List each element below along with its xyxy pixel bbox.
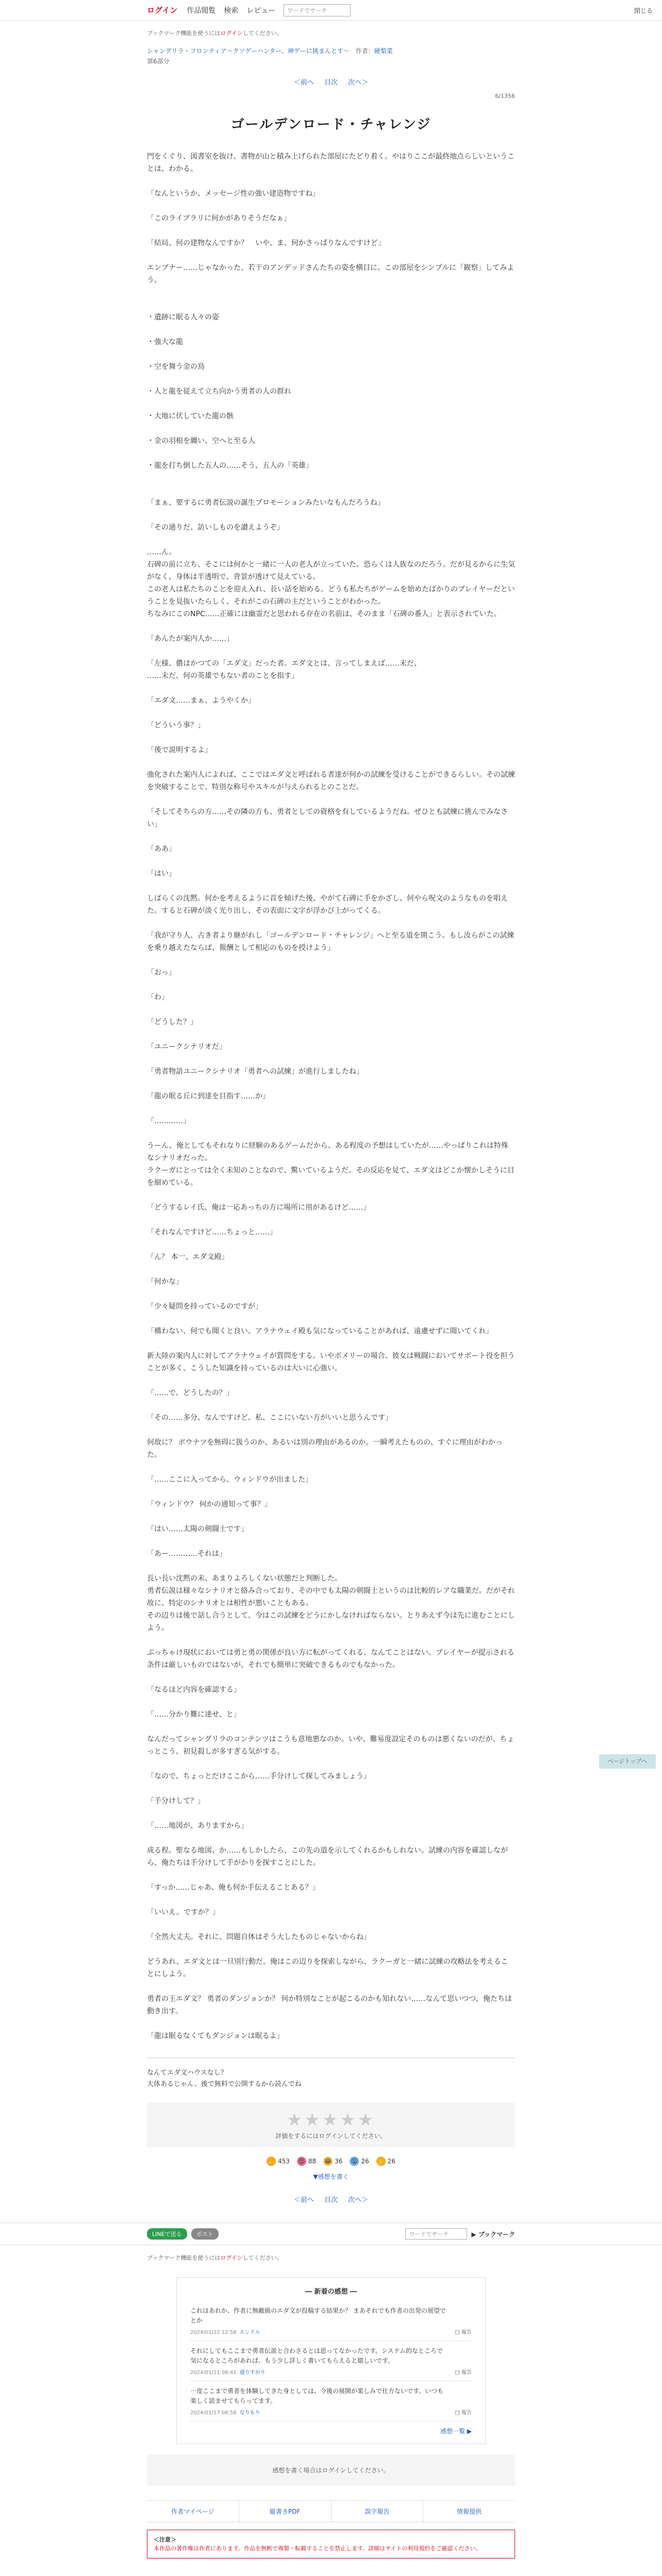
chapter-number: 第6部分	[147, 58, 170, 65]
blank-line	[147, 1337, 515, 1350]
body-paragraph: 「このライブラリに何かがありそうだなぁ」	[147, 214, 291, 223]
body-paragraph: ・大地に伏していた龍の骸	[147, 412, 234, 420]
blank-line	[147, 1696, 515, 1708]
body-paragraph: 「…………」	[147, 1117, 190, 1125]
blank-line	[147, 1535, 515, 1548]
body-paragraph: 成る程。聖なる地図、か……もしかしたら、この先の道を示してくれるかもしれない。試練の内容を確認しながら、俺たちは手分けして手がかりを探すことにした。	[147, 1846, 508, 1867]
caution-text: 本作品の著作権は作者にあります。作品を無断で複製・転載することを禁止します。詳細はサイトの利用規約をご確認ください。	[154, 2545, 482, 2552]
line-share-button[interactable]: LINEで送る	[147, 2228, 187, 2240]
blank-line	[147, 1399, 515, 1412]
comment-text: これはあれか、作者に無敵級のエダ文が投稿する結果か？ まあそれでも作者の出発の展望でとか	[190, 2307, 446, 2324]
comment-author-link[interactable]: 通りすがり	[239, 2370, 266, 2376]
body-paragraph: 「なるほど内容を確認する」	[147, 1686, 241, 1694]
comment-meta	[190, 2328, 472, 2335]
reaction-button[interactable]	[323, 2157, 342, 2166]
comments-heading: ― 新着の感想 ―	[305, 2288, 357, 2296]
comment-report-link[interactable]: □ 報告	[455, 2410, 472, 2416]
reaction-emoji-icon: 👍	[267, 2158, 275, 2165]
info-link[interactable]: 情報提供	[457, 2508, 482, 2515]
body-paragraph: どうあれ、エダ文とは一旦別行動だ。俺はこの辺りを探索しながら、ラクーガと一緒に試練の攻略法を考えることにしよう。	[147, 1958, 508, 1978]
page-number: 6/1356	[495, 93, 515, 99]
prev-link[interactable]: ＜前へ	[293, 79, 314, 87]
toc-link-bottom[interactable]: 目次	[324, 2196, 338, 2204]
chapter-body	[147, 150, 515, 2042]
body-paragraph: 勇者伝説は様々なシナリオと絡み合っており、その中でも太陽の剣闘士というのは比較的レアな職業だ。だがそれ故に、特定のシナリオとは相性が悪いこともある。	[147, 1587, 515, 1607]
post-share-button[interactable]: ポスト	[191, 2228, 219, 2240]
next-link[interactable]: 次へ＞	[348, 79, 369, 87]
body-paragraph: 強化された案内人によれば、ここではエダ文と呼ばれる者達が何かの試練を受けることができるらしい。その試練を突破することで、特別な称号やスキルが与えられるとのことだ。	[147, 771, 515, 791]
body-paragraph: 「その……多分、なんですけど。私、ここにいない方がいいと思うんです」	[147, 1414, 392, 1422]
rating-box	[147, 2103, 515, 2147]
bookmark-notice-bottom: ブックマーク機能を使うにはログインしてください。	[147, 2255, 283, 2261]
blank-line	[147, 1919, 515, 1931]
footer-links	[147, 2500, 515, 2522]
blank-line	[147, 917, 515, 929]
body-paragraph: 「結局、何の建物なんですか？ いや、ま、何かさっぱりなんですけど」	[147, 239, 385, 247]
reaction-button[interactable]	[350, 2157, 369, 2166]
header-search-input[interactable]: ワードでサーチ	[284, 4, 351, 16]
blank-line	[147, 1127, 515, 1140]
comments-more-link[interactable]: 感想一覧 ▶	[440, 2428, 472, 2435]
body-paragraph: 石碑の前に立ち、そこには何かと一緒に一人の老人が立っていた。恐らくは人族なのだろう。だが見るからに生気がなく、身体は半透明で、背景が透けて見えている。	[147, 561, 515, 581]
body-paragraph: しばらくの沈黙。何かを考えるように首を傾げた後、やがて石碑に手をかざし、何やら呪文のようなものを唱えた。すると石碑が淡く光り出し、その表面に文字が浮かび上がってくる。	[147, 894, 508, 915]
body-paragraph: ・遺跡に眠る人々の姿	[147, 313, 219, 321]
body-paragraph: 門をくぐり、図書室を抜け、書物が山と積み上げられた部屋にたどり着く。やはりここが最終地点らしいということは、わかる。	[147, 152, 515, 173]
body-paragraph: 「どうした？」	[147, 1018, 197, 1026]
blank-line	[147, 484, 515, 497]
body-paragraph: ・強大な龍	[147, 338, 183, 346]
blank-line	[147, 534, 515, 546]
blank-line	[147, 1721, 515, 1733]
bookmark-notice: ブックマーク機能を使うにはログインしてください。	[147, 30, 283, 37]
blank-line	[147, 1560, 515, 1572]
blank-line	[147, 175, 515, 188]
blank-line	[147, 1511, 515, 1523]
comment-report-link[interactable]: □ 報告	[455, 2370, 472, 2376]
body-paragraph: ・空を舞う金の鳥	[147, 363, 205, 371]
body-paragraph: 「我が守り人、古き者より継がれし「ゴールデンロード・チャレンジ」へと至る道を開こう。もし汝らがこの試練を乗り越えたならば、報酬として相応のものを授けよう」	[147, 931, 515, 952]
body-paragraph: 「はい……太陽の剣闘士です」	[147, 1525, 248, 1533]
body-paragraph: 「勇者物語ユニークシナリオ「勇者への試練」が進行しましたね」	[147, 1067, 363, 1076]
reaction-emoji-icon: 😮	[350, 2157, 359, 2166]
body-paragraph: この老人は私たちのことを迎え入れ、長い話を始める。どうも私たちがゲームを始めたばかりのプレイヤーだということを見抜いたらしく、それがこの石碑の主だということがわかった。	[147, 585, 515, 606]
rating-note: 評価をするにはログインしてください。	[275, 2132, 387, 2140]
body-paragraph: 「……分かり難に達せ、と」	[147, 1710, 241, 1719]
blank-line	[147, 1313, 515, 1325]
body-paragraph: 「おっ」	[147, 969, 176, 977]
recent-comments	[176, 2277, 486, 2444]
comment-meta	[190, 2408, 472, 2416]
body-paragraph: 「なので、ちょっとだけここから……手分けして探してみましょう」	[147, 1772, 371, 1781]
reaction-button[interactable]	[376, 2157, 395, 2166]
bottom-search-input[interactable]: ワードでサーチ	[405, 2228, 467, 2240]
body-paragraph: 「……で、どうしたの？」	[147, 1389, 234, 1397]
caution-box	[147, 2530, 515, 2558]
reaction-emoji-icon: 😍	[297, 2157, 306, 2166]
blank-line	[147, 249, 515, 262]
breadcrumb	[147, 46, 515, 56]
blank-line	[147, 1758, 515, 1770]
body-paragraph: 「どうするレイ氏、俺は一応あっちの方に場所に用があるけど……」	[147, 1204, 371, 1212]
blank-line	[147, 1078, 515, 1090]
write-review-link[interactable]: ▼感想を書く	[313, 2173, 349, 2180]
reaction-count: 36	[335, 2158, 343, 2165]
body-paragraph: 「あんたが案内人か……」	[147, 635, 234, 643]
body-paragraph: ・龍を打ち倒した五人の……そう、五人の「英雄」	[147, 462, 313, 470]
author-mypage-link[interactable]: 作者マイページ	[147, 2501, 239, 2522]
typo-report-link[interactable]: 誤字報告	[332, 2501, 424, 2522]
blank-line	[147, 299, 515, 311]
comment-item	[190, 2341, 472, 2381]
blank-line	[147, 447, 515, 460]
report-icon: □	[455, 2370, 460, 2376]
reaction-emoji-icon: 👏	[377, 2158, 385, 2165]
blank-line	[147, 1004, 515, 1016]
author-label: 作者：	[355, 47, 374, 55]
comment-date: 2024/01/21 08:41	[190, 2370, 237, 2376]
blank-line	[147, 1832, 515, 1844]
blank-line	[147, 1189, 515, 1201]
blank-line	[147, 1288, 515, 1300]
body-paragraph: 「どういう事？」	[147, 721, 205, 730]
blank-line	[147, 472, 515, 484]
rating-stars[interactable]: ★★★★★	[286, 2110, 376, 2130]
blank-line	[147, 1263, 515, 1276]
reaction-count: 26	[387, 2158, 396, 2165]
body-paragraph: 「エダ文……まぁ、ようやくか」	[147, 697, 255, 705]
body-paragraph: 長い長い沈黙の末、あまりよろしくない状態だと判断した。	[147, 1574, 342, 1583]
pager-top	[147, 77, 515, 87]
blank-line	[147, 1028, 515, 1041]
body-paragraph: 「そしてそちらの方……その隣の方も、勇者としての資格を有しているようだね。ぜひとも試練に挑んでみなさい」	[147, 808, 508, 828]
body-paragraph: 「少々疑問を持っているのですが」	[147, 1302, 262, 1311]
body-paragraph: 「ああ」	[147, 845, 176, 853]
body-paragraph: その辺りは後で話し合うとして、今はこの試練をどうにかしなければならない。とりあえず今は先に進むことにしよう。	[147, 1612, 515, 1632]
body-paragraph: なんだってシャングリラのコンテンツはこうも意地悪なのか。いや、難易度設定そのものは悪くないのだが、ちょっとこう、初見殺しが多すぎる気がする。	[147, 1735, 515, 1756]
body-paragraph: 「ユニークシナリオだ」	[147, 1043, 226, 1051]
blank-line	[147, 855, 515, 868]
nav-browse[interactable]: 作品閲覧	[187, 6, 216, 15]
bottom-bar	[0, 2223, 662, 2245]
body-paragraph: 「龍の眠る丘に到達を目指す……か」	[147, 1092, 270, 1100]
notice-login-link-bottom[interactable]: ログイン	[220, 2255, 243, 2261]
body-paragraph: 「ウィンドウ？ 何かの通知って事？」	[147, 1500, 272, 1509]
body-paragraph: 「何かな」	[147, 1278, 183, 1286]
body-paragraph: ……未だ、何の英雄でもない者のことを指す」	[147, 672, 299, 680]
body-paragraph: ちなみにこのNPC……正確には幽霊だと思われる存在の名前は、そのまま「石碑の番人」と表示されていた。	[147, 610, 501, 618]
comment-date: 2024/01/17 08:58	[190, 2410, 237, 2416]
comment-text: それにしてもここまで勇者伝説と合わさるとは思ってなかったです。システム的なところで気になるところがあれば、もう少し詳しく書いてもらえると嬉しいです。	[190, 2347, 443, 2364]
comment-meta	[190, 2368, 472, 2376]
blank-line	[147, 225, 515, 237]
body-paragraph: 何故に？ ボウナツを無碍に扱うのか、あるいは別の理由があるのか。一瞬考えたものの、すぐに理由がわかった。	[147, 1438, 503, 1459]
toc-link[interactable]: 目次	[324, 79, 338, 87]
pager-bottom	[147, 2194, 515, 2204]
body-paragraph: 「なんというか、メッセージ性の強い建造物ですね」	[147, 190, 320, 198]
body-paragraph: ぶっちゃけ現状においては勇と勇の関係が良い方に転がってくれる、なんてことはない。プレイヤーが提示される条件は厳しいものではないが、それでも簡単に突破できるものでもなかった。	[147, 1649, 515, 1669]
blank-line	[147, 1103, 515, 1115]
blank-line	[147, 645, 515, 657]
body-paragraph: エンブナー……じゃなかった、若干のアンデッドさんたちの姿を横目に、この部屋をシンプルに「観察」してみよう。	[147, 264, 515, 284]
caution-title: ＜注意＞	[154, 2536, 176, 2543]
blank-line	[147, 756, 515, 769]
blank-line	[147, 422, 515, 435]
close-link[interactable]: 閉じる	[634, 7, 653, 14]
body-paragraph: 「あー…………それは」	[147, 1550, 226, 1558]
blank-line	[147, 1375, 515, 1387]
reaction-button[interactable]	[267, 2157, 290, 2166]
body-paragraph: 「全然大丈夫。それに、問題自体はそう大したものじゃないからね」	[147, 1933, 371, 1941]
blank-line	[147, 793, 515, 806]
blank-line	[147, 1671, 515, 1684]
blank-line	[147, 1943, 515, 1956]
afterword-line: 大体あるじゃん、後で無料で公開するから読んでね	[147, 2080, 302, 2088]
reaction-count: 453	[277, 2158, 290, 2165]
reaction-button[interactable]	[297, 2157, 316, 2166]
vertical-pdf-link[interactable]: 縦書きPDF	[239, 2501, 332, 2522]
blank-line	[147, 398, 515, 410]
report-icon: □	[455, 2410, 460, 2416]
chapter-title: ゴールデンロード・チャレンジ	[230, 117, 432, 132]
body-paragraph: 「その通りだ、訪いしものを讃えようぞ」	[147, 523, 284, 532]
blank-line	[147, 707, 515, 719]
blank-line	[147, 620, 515, 633]
blank-line	[147, 954, 515, 967]
body-paragraph: うーん、俺としてもそれなりに経験のあるゲームだから、ある程度の予想はしていたが……やっぱりこれは特殊なシナリオだった。	[147, 1142, 508, 1162]
page-top-button[interactable]: ページトップへ	[599, 1754, 656, 1769]
body-paragraph: 「構わない、何でも聞くと良い。アラナウェイ殿も気になっていることがあれば、遠慮せずに聞いてくれ」	[147, 1327, 493, 1335]
next-link-bottom[interactable]: 次へ＞	[348, 2196, 369, 2204]
blank-line	[147, 1634, 515, 1647]
blank-line	[147, 1461, 515, 1473]
blank-line	[147, 682, 515, 694]
body-paragraph: ・金の羽根を纏い、空へと至る人	[147, 437, 255, 445]
comment-author-link[interactable]: なりもり	[239, 2410, 260, 2416]
blank-line	[147, 732, 515, 744]
body-paragraph: 「まぁ、要するに勇者伝説の誕生プロモーションみたいなもんだろうね」	[147, 499, 385, 507]
body-paragraph: 「手分けして？」	[147, 1797, 205, 1805]
body-paragraph: 新大陸の案内人に対してアラナウェイが質問をする。いやボメリーの場合、彼女は戦闘においてサポート役を担うことが多く、こうした知識を持っているのは大いに心強い。	[147, 1352, 515, 1372]
main-content	[147, 29, 515, 2204]
top-header	[0, 0, 662, 21]
nav-search[interactable]: 検索	[224, 6, 239, 15]
blank-line	[147, 324, 515, 336]
body-paragraph: 「龍は眠るなくてもダンジョンは眠るよ」	[147, 2032, 284, 2040]
body-paragraph: 「わ」	[147, 993, 169, 1002]
blank-line	[147, 1980, 515, 1993]
afterword-line: なんてエダ文ハウスなし？	[147, 2069, 227, 2077]
body-paragraph: 「いいえ。ですか？」	[147, 1908, 220, 1917]
blank-line	[147, 1894, 515, 1906]
blank-line	[147, 979, 515, 991]
blank-line	[147, 1239, 515, 1251]
series-title-link[interactable]: シャングリラ・フロンティア〜クソゲーハンター、神ゲーに挑まんとす〜	[147, 47, 350, 55]
bottom-right-group	[405, 2228, 515, 2240]
comment-login-notice: 感想を書く場合はログインしてください。	[147, 2454, 515, 2486]
body-paragraph: ラクーガにとっては全く未知のことなので、驚いているようだ。その反応を見て、エダ文はどこか懐かしそうに目を細めている。	[147, 1166, 515, 1187]
body-paragraph: ・人と龍を従えて立ち向かう勇者の人の群れ	[147, 387, 291, 396]
body-paragraph: 「左様、儂はかつての「エダ文」だった者。エダ文とは、言ってしまえば……未だ、	[147, 659, 421, 668]
blank-line	[147, 1869, 515, 1882]
body-paragraph: ……ん。	[147, 548, 176, 556]
blank-line	[147, 880, 515, 892]
body-paragraph: 「……地図が、ありますから」	[147, 1822, 248, 1830]
comment-report-link[interactable]: □ 報告	[455, 2330, 472, 2335]
login-link[interactable]: ログイン	[147, 6, 178, 15]
prev-link-bottom[interactable]: ＜前へ	[293, 2196, 314, 2204]
afterword	[147, 2067, 515, 2090]
blank-line	[147, 831, 515, 843]
blank-line	[147, 200, 515, 212]
body-paragraph: 「それなんですけど……ちょっと……」	[147, 1228, 277, 1236]
author-link[interactable]: 硬梨菜	[374, 47, 393, 55]
notice-login-link[interactable]: ログイン	[220, 30, 243, 37]
comment-text: 一度ここまで勇者を体験してきた身としては、今後の展開が楽しみで仕方ないです。いつも楽しく読ませてもらってます。	[190, 2387, 444, 2404]
bookmark-button[interactable]: ▶ ブックマーク	[471, 2230, 515, 2238]
blank-line	[147, 1807, 515, 1820]
blank-line	[147, 509, 515, 521]
blank-line	[147, 1424, 515, 1436]
body-paragraph: 勇者の王エダ文？ 勇者のダンジョンか？ 何か特別なことが起こるのかも知れない……なんて思いつつ、俺たちは動き出す。	[147, 1995, 512, 2015]
comment-author-link[interactable]: エンドル	[239, 2330, 260, 2335]
blank-line	[147, 348, 515, 361]
reaction-count: 88	[308, 2158, 317, 2165]
body-paragraph: 「……ここに入ってから、ウィンドウが出ました」	[147, 1476, 313, 1484]
comment-item	[190, 2301, 472, 2341]
body-paragraph: 「後で説明するよ」	[147, 746, 212, 754]
blank-line	[147, 1486, 515, 1498]
reaction-emoji-icon: 😂	[324, 2158, 332, 2165]
body-paragraph: 「ん？ 本一、エダ文殿」	[147, 1253, 229, 1261]
body-paragraph: 「はい」	[147, 870, 176, 878]
bookmark-icon: ▶	[471, 2230, 476, 2238]
reaction-bar	[147, 2157, 515, 2166]
reaction-count: 26	[361, 2158, 369, 2165]
blank-line	[147, 1783, 515, 1795]
blank-line	[147, 1214, 515, 1226]
comment-date: 2024/01/22 12:58	[190, 2330, 237, 2335]
body-paragraph: 「すっか……じゃあ、俺も何か手伝えることある？」	[147, 1884, 320, 1892]
report-icon: □	[455, 2330, 460, 2335]
blank-line	[147, 2018, 515, 2030]
nav-review[interactable]: レビュー	[246, 6, 276, 15]
blank-line	[147, 373, 515, 385]
blank-line	[147, 1053, 515, 1065]
blank-line	[147, 286, 515, 299]
comment-item	[190, 2381, 472, 2421]
